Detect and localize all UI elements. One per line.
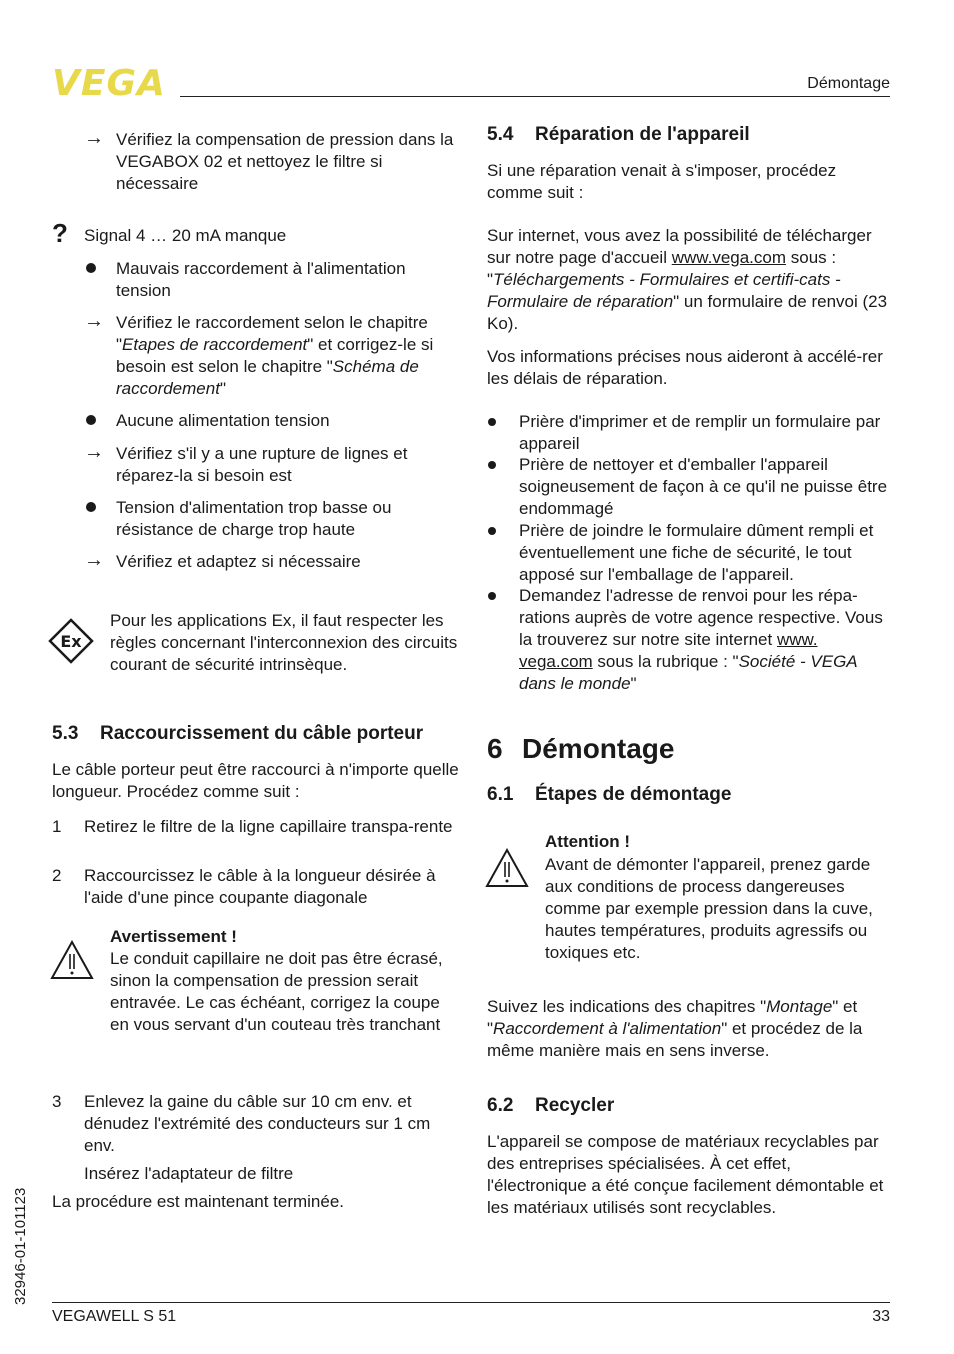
bullet-icon: [86, 415, 96, 425]
arrow-right-icon: →: [84, 127, 104, 149]
bullet-icon: [488, 527, 496, 535]
section-5-3-title: Raccourcissement du câble porteur: [100, 723, 424, 744]
section-6-2-number: 6.2: [487, 1095, 514, 1116]
vega-link-2[interactable]: www. vega.com: [519, 630, 818, 671]
bullet-item-1: Mauvais raccordement à l'alimentation tension: [116, 259, 406, 300]
vega-link[interactable]: www.vega.com: [671, 248, 787, 267]
section-5-4-title: Réparation de l'appareil: [535, 124, 750, 145]
step-3-number: 3: [52, 1092, 62, 1111]
step-2-text: Raccourcissez le câble à la longueur désirée à l'aide d'une pince coupante diagonale: [84, 866, 436, 907]
repair-item-4: Demandez l'adresse de renvoi pour les répa-rations auprès de votre agence respective. Vous la trouverez sur notre site internet www. vega.com sous la rubrique : "Société - VEGA dans le monde": [519, 586, 883, 693]
section-5-4-info: Vos informations précises nous aideront à accélé-rer les délais de réparation.: [487, 347, 883, 388]
bullet-icon: [488, 592, 496, 600]
chapter-6-number: 6: [487, 733, 503, 764]
question-heading: Signal 4 … 20 mA manque: [84, 226, 287, 245]
bullet-item-2: Aucune alimentation tension: [116, 411, 330, 430]
chapter-6-title: Démontage: [522, 733, 675, 764]
bullet-icon: [488, 461, 496, 469]
bullet-item-3: Tension d'alimentation trop basse ou résistance de charge trop haute: [116, 498, 392, 539]
section-5-3-intro: Le câble porteur peut être raccourci à n'importe quelle longueur. Procédez comme suit :: [52, 760, 459, 801]
vega-logo: VEGA: [52, 63, 166, 104]
footer-page-number: 33: [872, 1308, 890, 1325]
attention-triangle-icon: [485, 848, 529, 888]
section-6-1-number: 6.1: [487, 784, 514, 805]
step-2-number: 2: [52, 866, 62, 885]
attention-title: Attention !: [545, 832, 630, 851]
warning-text: Le conduit capillaire ne doit pas être écrasé, sinon la compensation de pression serait entravée. Le cas échéant, corrigez la coupe en vous servant d'un couteau très tranchant: [110, 949, 443, 1034]
warning-title: Avertissement !: [110, 927, 237, 946]
step-3-text: Enlevez la gaine du câble sur 10 cm env. et dénudez l'extrémité des conducteurs sur 1 cm env.: [84, 1092, 431, 1155]
section-5-3-number: 5.3: [52, 723, 79, 744]
arrow-item-3: Vérifiez s'il y a une rupture de lignes et réparez-la si besoin est: [116, 444, 408, 485]
arrow-right-icon: →: [84, 441, 104, 463]
footer-rule: [52, 1302, 890, 1303]
header-rule: [180, 96, 890, 97]
section-6-1-title: Étapes de démontage: [535, 784, 732, 805]
question-mark-icon: ?: [52, 218, 68, 248]
section-6-2-text: L'appareil se compose de matériaux recyclables par des entreprises spécialisées. À cet effet, l'électronique a été conçue facilement démontable et les matériaux utilisés sont recyclables.: [487, 1132, 884, 1217]
ex-protection-icon: [48, 618, 94, 664]
warning-triangle-icon: [50, 940, 94, 980]
ex-note: Pour les applications Ex, il faut respecter les règles concernant l'interconnexion des circuits courant de sécurité intrinsèque.: [110, 611, 458, 674]
arrow-item-4: Vérifiez et adaptez si nécessaire: [116, 552, 361, 571]
procedure-done: La procédure est maintenant terminée.: [52, 1192, 345, 1211]
bullet-icon: [86, 263, 96, 273]
section-5-4-download: Sur internet, vous avez la possibilité de télécharger sur notre page d'accueil www.vega.com sous : "Téléchargements - Formulaires et certifi-cats - Formulaire de réparation" un formulaire de renvoi (23 Ko).: [487, 226, 888, 333]
repair-item-3: Prière de joindre le formulaire dûment rempli et éventuellement une fiche de sécurité, le tout apposé sur l'emballage de l'appareil.: [519, 521, 874, 584]
section-5-4-number: 5.4: [487, 124, 514, 145]
section-5-4-intro: Si une réparation venait à s'imposer, procédez comme suit :: [487, 161, 837, 202]
header-section-title: Démontage: [807, 75, 890, 92]
step-1-text: Retirez le filtre de la ligne capillaire transpa-rente: [84, 817, 453, 836]
document-number: 32946-01-101123: [12, 1187, 29, 1305]
attention-text: Avant de démonter l'appareil, prenez garde aux conditions de process dangereuses comme par exemple pression dans la cuve, hautes températures, produits agressifs ou toxiques etc.: [545, 855, 873, 962]
step-4-text: Insérez l'adaptateur de filtre: [84, 1164, 294, 1183]
arrow-right-icon: →: [84, 549, 104, 571]
repair-item-2: Prière de nettoyer et d'emballer l'appareil soigneusement de façon à ce qu'il ne puisse être endommagé: [519, 455, 888, 518]
step-1-number: 1: [52, 817, 62, 836]
section-6-2-title: Recycler: [535, 1095, 615, 1116]
section-6-1-text: Suivez les indications des chapitres "Montage" et "Raccordement à l'alimentation" et procédez de la même manière mais en sens inverse.: [487, 997, 863, 1060]
bullet-icon: [86, 502, 96, 512]
arrow-item-2: Vérifiez le raccordement selon le chapitre "Etapes de raccordement" et corrigez-le si besoin est selon le chapitre "Schéma de raccordement": [116, 313, 434, 398]
ex-icon-label: Ex: [60, 632, 82, 651]
bullet-icon: [488, 418, 496, 426]
repair-item-1: Prière d'imprimer et de remplir un formulaire par appareil: [519, 412, 881, 453]
arrow-right-icon: →: [84, 310, 104, 332]
arrow-item-1: Vérifiez la compensation de pression dans la VEGABOX 02 et nettoyez le filtre si nécessaire: [116, 130, 454, 193]
footer-product: VEGAWELL S 51: [52, 1308, 177, 1325]
